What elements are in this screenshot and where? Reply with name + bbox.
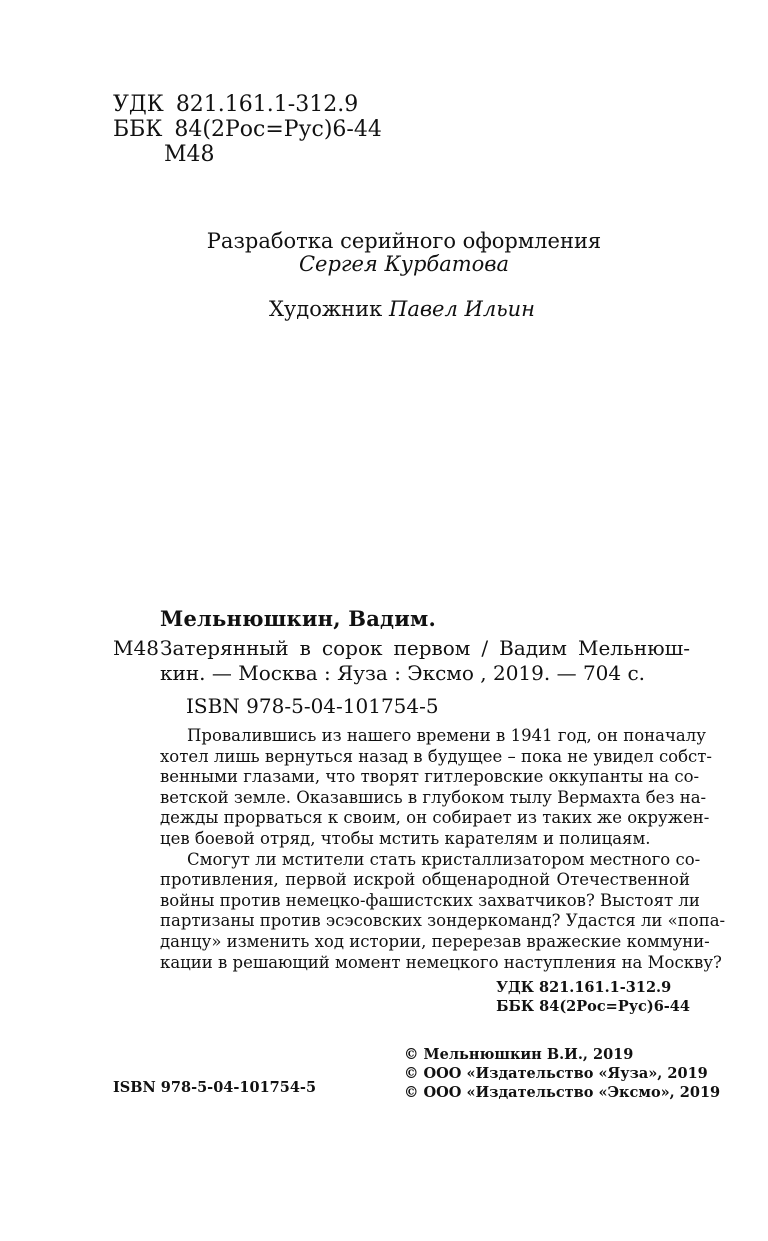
annotation-line: данцу» изменить ход истории, перерезав вражеские коммуни-: [160, 931, 710, 951]
annotation-line: войны против немецко-фашистских захватчиков? Выстоят ли: [160, 890, 700, 910]
author-heading: Мельнюшкин, Вадим.: [160, 606, 436, 631]
annotation-line: цев боевой отряд, чтобы мстить карателям и полицаям.: [160, 828, 651, 848]
annotation-line: Провалившись из нашего времени в 1941 год, он поначалу: [187, 726, 706, 745]
copyright-line: © ООО «Издательство «Эксмо», 2019: [404, 1084, 721, 1101]
author-mark-top: М48: [164, 142, 215, 167]
author-mark-bib: М48: [113, 636, 159, 660]
annotation-line: венными глазами, что творят гитлеровские оккупанты на со-: [160, 767, 700, 787]
design-credit-line: Разработка серийного оформления: [206, 229, 602, 253]
udk-value: 821.161.1-312.9: [175, 92, 359, 117]
bbk-line: [113, 117, 382, 143]
designer-name: Сергея Курбатова: [298, 252, 510, 276]
isbn-bottom: ISBN 978-5-04-101754-5: [113, 1079, 317, 1096]
artist-label: Художник: [268, 297, 383, 321]
classification-codes-bottom: [496, 978, 690, 1016]
bib-line-2: кин. — Москва : Яуза : Эксмо , 2019. — 704 с.: [160, 661, 646, 685]
artist-credit: [0, 296, 768, 323]
udk-code-bottom: УДК 821.161.1-312.9: [496, 979, 672, 996]
copyright-notices: [404, 1045, 720, 1102]
annotation: [160, 726, 726, 973]
bbk-code-bottom: ББК 84(2Рос=Рус)6-44: [496, 998, 690, 1015]
annotation-line: Смогут ли мстители стать кристаллизатором местного со-: [187, 849, 701, 869]
annotation-line: ветской земле. Оказавшись в глубоком тылу Вермахта без на-: [160, 787, 707, 807]
bib-line-1: Затерянный в сорок первом / Вадим Мельнюш-: [160, 636, 690, 660]
udk-label: УДК: [113, 92, 164, 117]
annotation-line: партизаны против эсэсовских зондеркоманд? Удастся ли «попа-: [160, 911, 726, 931]
bbk-label: ББК: [113, 117, 163, 142]
isbn-main: ISBN 978-5-04-101754-5: [186, 694, 439, 718]
annotation-line: противления, первой искрой общенародной Отечественной: [160, 870, 690, 890]
artist-name: Павел Ильин: [389, 297, 536, 321]
annotation-line: дежды прорваться к своим, он собирает из таких же окружен-: [160, 808, 710, 828]
udk-line: [113, 92, 358, 118]
annotation-line: хотел лишь вернуться назад в будущее – пока не увидел собст-: [160, 746, 712, 766]
bbk-value: 84(2Рос=Рус)6-44: [174, 117, 382, 142]
annotation-line: кации в решающий момент немецкого наступления на Москву?: [160, 952, 722, 972]
copyright-line: © Мельнюшкин В.И., 2019: [404, 1046, 634, 1063]
copyright-line: © ООО «Издательство «Яуза», 2019: [404, 1065, 708, 1082]
bibliographic-description: [160, 636, 690, 686]
